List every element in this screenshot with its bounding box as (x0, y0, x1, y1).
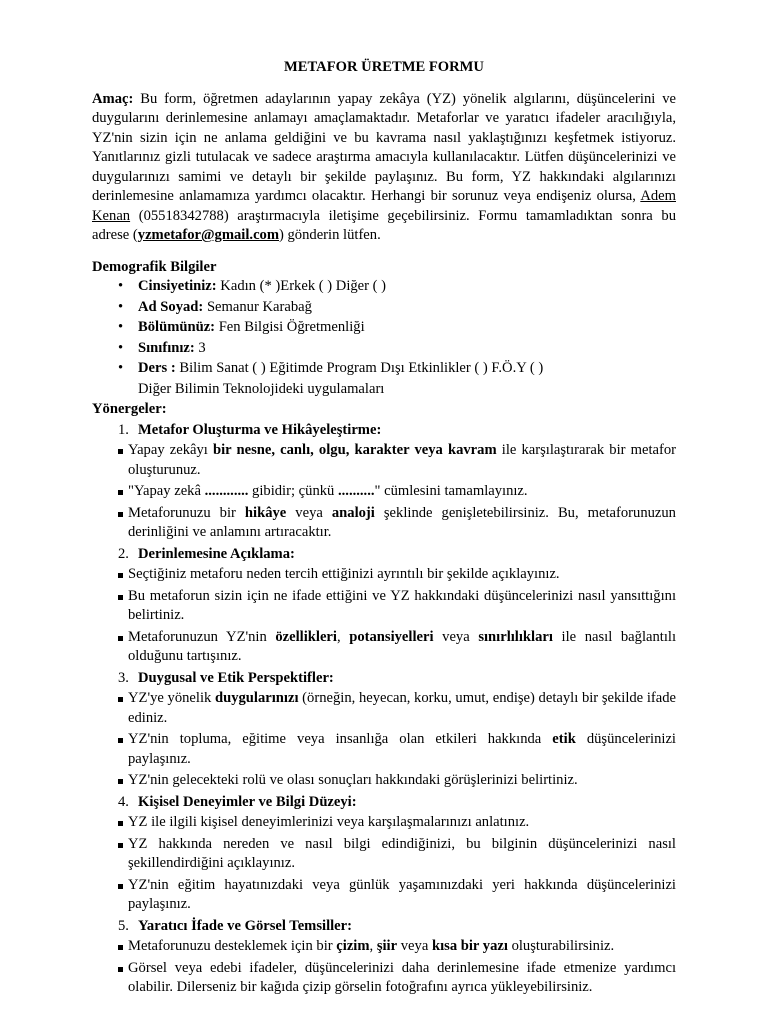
gender-value: Kadın (* )Erkek ( ) Diğer ( ) (216, 278, 387, 294)
researcher-name: Adem Kenan (92, 188, 676, 224)
section-3-list (92, 689, 676, 791)
square-bullet-icon (118, 490, 123, 495)
bold-text: kısa bir yazı (431, 938, 508, 954)
square-bullet-icon (118, 449, 123, 454)
instructions-heading: Yönergeler: (92, 401, 167, 417)
text: veya (433, 628, 479, 645)
list-item (92, 813, 676, 833)
list-item (92, 771, 676, 791)
text: Bu metaforun sizin için ne ifade ettiğini ve YZ hakkındaki düşüncelerinizi nasıl yansıttığını belirtiniz. (128, 587, 676, 623)
list-item-department (118, 318, 676, 338)
list-item (92, 937, 676, 957)
text: Yapay zekâyı (128, 442, 213, 458)
square-bullet-icon (118, 512, 123, 517)
bold-text: ............ (204, 483, 249, 499)
list-item (92, 730, 676, 769)
gender-label: Cinsiyetiniz: (138, 278, 217, 294)
list-item (92, 565, 676, 585)
list-item-name (118, 298, 676, 318)
square-bullet-icon (118, 636, 123, 641)
text: ile nasıl bağlantılı olduğunu tartışınız. (128, 628, 676, 664)
bold-text: bir nesne, canlı, olgu, karakter veya kavram (212, 442, 497, 458)
section-3-title (118, 669, 676, 689)
section-1-list (92, 441, 676, 543)
text: , (369, 938, 377, 954)
section-2-list (92, 565, 676, 667)
list-item-grade (118, 339, 676, 359)
list-item (92, 482, 676, 502)
list-item (92, 835, 676, 874)
square-bullet-icon (118, 595, 123, 600)
demographics-heading: Demografik Bilgiler (92, 258, 217, 275)
course-label: Ders : (138, 360, 176, 376)
section-number: 5. (118, 917, 129, 934)
text: oluşturabilirsiniz. (507, 938, 615, 954)
text: YZ'nin topluma, eğitime veya insanlığa olan etkileri hakkında (128, 731, 553, 747)
section-title-text: Kişisel Deneyimler ve Bilgi Düzeyi: (138, 793, 357, 810)
text: Metaforunuzun YZ'nin (128, 628, 276, 645)
list-item-course (118, 359, 676, 379)
text: ile karşılaştırarak bir metafor oluşturunuz. (128, 442, 676, 478)
grade-value: 3 (194, 339, 206, 356)
text: düşüncelerinizi paylaşınız. (128, 731, 676, 767)
bold-text: duygularınızı (214, 690, 299, 706)
purpose-paragraph (92, 90, 676, 246)
section-2-title (118, 545, 676, 565)
square-bullet-icon (118, 821, 123, 826)
square-bullet-icon (118, 945, 123, 950)
name-value: Semanur Karabağ (203, 298, 312, 315)
square-bullet-icon (118, 779, 123, 784)
section-number: 3. (118, 669, 129, 686)
text: veya (286, 504, 332, 521)
bold-text: potansiyelleri (349, 628, 434, 645)
section-4-title (118, 793, 676, 813)
text: YZ'nin gelecekteki rolü ve olası sonuçları hakkındaki görüşlerinizi belirtiniz. (128, 772, 578, 788)
text: " cümlesini tamamlayınız. (374, 483, 528, 499)
bold-text: analoji (331, 504, 375, 521)
text: YZ'ye yönelik (128, 690, 215, 706)
text: YZ hakkında nereden ve nasıl bilgi edindiğinizi, bu bilginin düşüncelerinizi nasıl şekillendirdiğini açıklayınız. (128, 835, 676, 871)
list-item-gender (118, 277, 676, 297)
purpose-label: Amaç: (92, 90, 134, 107)
text: Metaforunuzu bir (128, 504, 245, 521)
text: (örneğin, heyecan, korku, umut, endişe) detaylı bir şekilde ifade ediniz. (128, 690, 676, 726)
bold-text: .......... (338, 483, 375, 499)
section-number: 1. (118, 421, 129, 438)
text: , (336, 628, 350, 645)
section-4-list (92, 813, 676, 915)
bold-text: hikâye (244, 504, 287, 521)
section-title-text: Yaratıcı İfade ve Görsel Temsiller: (138, 917, 352, 934)
text: YZ ile ilgili kişisel deneyimlerinizi veya karşılaşmalarınızı anlatınız. (128, 814, 530, 830)
bold-text: şiir (376, 938, 398, 954)
name-label: Ad Soyad: (138, 298, 204, 315)
course-value-continued: Diğer Bilimin Teknolojideki uygulamaları (138, 380, 385, 397)
bold-text: çizim (336, 938, 370, 954)
demographics-list (92, 277, 676, 379)
grade-label: Sınıfınız: (138, 339, 195, 356)
section-5-list (92, 937, 676, 998)
bold-text: etik (552, 731, 576, 747)
section-5-title (118, 917, 676, 937)
section-1-title (118, 421, 676, 441)
purpose-text-3: ) gönderin lütfen. (279, 227, 381, 243)
bold-text: sınırlılıkları (478, 628, 553, 645)
square-bullet-icon (118, 967, 123, 972)
square-bullet-icon (118, 573, 123, 578)
text: veya (397, 938, 432, 954)
text: gibidir; çünkü (248, 483, 338, 499)
section-title-text: Duygusal ve Etik Perspektifler: (138, 669, 334, 686)
section-title-text: Derinlemesine Açıklama: (138, 545, 295, 562)
section-number: 4. (118, 793, 129, 810)
email-link[interactable]: yzmetafor@gmail.com (137, 227, 279, 243)
department-value: Fen Bilgisi Öğretmenliği (215, 319, 365, 335)
square-bullet-icon (118, 697, 123, 702)
square-bullet-icon (118, 884, 123, 889)
list-item (92, 628, 676, 667)
course-value: Bilim Sanat ( ) Eğitimde Program Dışı Etkinlikler ( ) F.Ö.Y ( ) (175, 360, 544, 376)
bold-text: özellikleri (275, 628, 337, 645)
section-title-text: Metafor Oluşturma ve Hikâyeleştirme: (138, 421, 382, 438)
list-item (92, 959, 676, 998)
text: "Yapay zekâ (128, 483, 205, 499)
purpose-text-2: (05518342788) araştırmacıyla iletişime geçebilirsiniz. Formu tamamladıktan sonra bu adrese ( (92, 207, 676, 243)
text: YZ'nin eğitim hayatınızdaki veya günlük yaşamınızdaki yeri hakkında düşüncelerinizi paylaşınız. (128, 876, 676, 912)
list-item (92, 689, 676, 728)
text: Seçtiğiniz metaforu neden tercih ettiğinizi ayrıntılı bir şekilde açıklayınız. (128, 566, 560, 582)
list-item (92, 441, 676, 480)
section-number: 2. (118, 545, 129, 562)
square-bullet-icon (118, 738, 123, 743)
square-bullet-icon (118, 843, 123, 848)
list-item (92, 876, 676, 915)
text: Görsel veya edebi ifadeler, düşüncelerinizi daha derinlemesine ifade etmenize yardımcı olabilir. Dilerseniz bir kağıda çizip görselin fotoğrafını ayrıca yükleyebilirsiniz. (128, 959, 676, 995)
department-label: Bölümünüz: (138, 319, 216, 335)
purpose-text-1: Bu form, öğretmen adaylarının yapay zekâya (YZ) yönelik algılarını, düşüncelerini ve duygularını derinlemesine anlamayı amaçlamaktadır. Metaforlar ve yaratıcı ifadeler aracılığıyla, YZ'nin sizin için ne anlama geldiğini ve bu kavrama nasıl yaklaştığınızı keşfetmek istiyoruz. Yanıtlarınız gizli tutulacak ve sadece araştırma amacıyla kullanılacaktır. Lütfen düşüncelerinizi ve duygularınızı samimi ve detaylı bir şekilde paylaşınız. Bu form, YZ hakkındaki algılarınızı derinlemesine anlamamıza yardımcı olacaktır. Herhangi bir sorunuz veya endişeniz olursa, (92, 90, 676, 204)
list-item (92, 587, 676, 626)
text: şeklinde genişletebilirsiniz. Bu, metaforunuzun derinliğini ve anlamını artıracaktır. (128, 504, 676, 540)
text: Metaforunuzu desteklemek için bir (128, 938, 337, 954)
form-title: METAFOR ÜRETME FORMU (284, 59, 484, 75)
list-item (92, 504, 676, 543)
